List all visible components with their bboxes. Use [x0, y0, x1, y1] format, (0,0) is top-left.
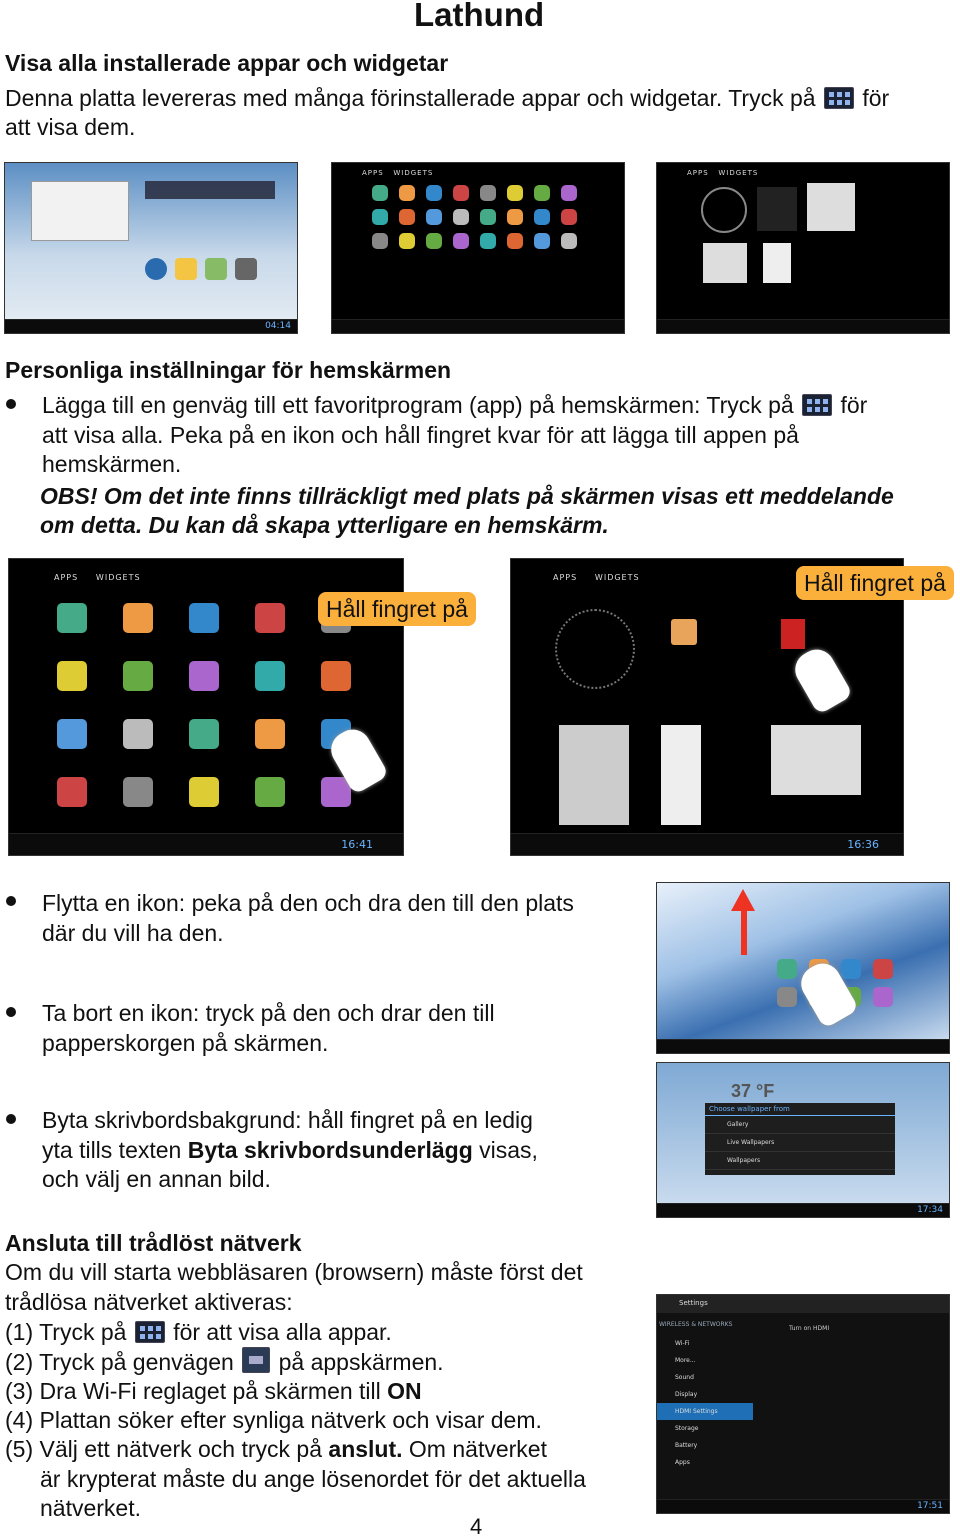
clock: 16:41 — [341, 838, 373, 851]
settings-item[interactable]: HDMI Settings — [657, 1403, 753, 1420]
clock: 16:36 — [847, 838, 879, 851]
clock: 17:51 — [917, 1501, 943, 1511]
bullet1-text-post: för — [840, 392, 868, 418]
settings-shortcut-icon — [242, 1347, 270, 1373]
app-icon — [57, 719, 87, 749]
step1-text-pre: (1) Tryck på — [5, 1319, 127, 1345]
settings-header — [657, 1295, 950, 1313]
settings-screenshot — [656, 1294, 950, 1514]
section1-text-line1 — [5, 83, 889, 113]
app-icon — [453, 233, 469, 249]
arrow-up-icon — [731, 889, 755, 911]
bullet4-text-post: visas, — [472, 1137, 538, 1163]
finger-hand — [789, 643, 854, 715]
navigation-bar — [657, 319, 949, 333]
app-icon — [507, 233, 523, 249]
bullet4-text-pre: yta tills texten — [42, 1137, 188, 1163]
bullet — [6, 399, 16, 409]
wallpaper-chooser-screenshot — [656, 1062, 950, 1218]
bullet1-line1 — [42, 390, 867, 420]
app-icon — [57, 661, 87, 691]
page-number: 4 — [470, 1514, 483, 1539]
bookmarks-widget — [559, 725, 629, 825]
bullet — [6, 1114, 16, 1124]
app-icon — [426, 185, 442, 201]
app-icon — [561, 185, 577, 201]
app-icon — [255, 603, 285, 633]
step2-text-post: på appskärmen. — [278, 1349, 444, 1375]
navigation-bar — [511, 833, 903, 855]
calendar-widget — [763, 243, 791, 283]
tab-widgets: WIDGETS — [393, 169, 434, 177]
dialog-title: Choose wallpaper from — [705, 1103, 895, 1116]
navigation-bar — [5, 319, 297, 333]
step1-text-post: för att visa alla appar. — [173, 1319, 392, 1345]
settings-item[interactable]: More... — [675, 1357, 696, 1364]
app-icon — [426, 233, 442, 249]
quick-settings-widget — [145, 181, 275, 199]
bullet3-line1: Ta bort en ikon: tryck på den och drar den till — [42, 1000, 495, 1026]
app-drawer-icon — [824, 87, 854, 109]
app-icon — [321, 661, 351, 691]
app-icon — [777, 987, 797, 1007]
bookmarks-widget — [703, 243, 747, 283]
step4: (4) Plattan söker efter synliga nätverk och visar dem. — [5, 1407, 542, 1433]
app-icon — [189, 719, 219, 749]
wallpaper-dialog — [705, 1103, 895, 1175]
app-drawer-icon — [802, 394, 832, 416]
navigation-bar — [657, 1499, 949, 1513]
navigation-bar — [332, 319, 624, 333]
bullet — [6, 1007, 16, 1017]
obs-note-line2: om detta. Du kan då skapa ytterligare en hemskärm. — [40, 512, 609, 538]
settings-icon — [235, 258, 257, 280]
settings-option: Turn on HDMI — [789, 1325, 830, 1332]
widgets-hold-screenshot — [510, 558, 904, 856]
wallpaper-option[interactable]: Wallpapers — [705, 1152, 895, 1170]
app-icon — [453, 185, 469, 201]
settings-list — [657, 1335, 753, 1471]
step2 — [5, 1347, 444, 1377]
app-icon — [189, 777, 219, 807]
bullet2-line2: där du vill ha den. — [42, 920, 224, 946]
google-widget — [31, 181, 129, 241]
obs-text: Om det inte finns tillräckligt med plats på skärmen visas ett meddelande — [97, 483, 894, 509]
section1-heading: Visa alla installerade appar och widgetar — [5, 50, 449, 76]
page-title: Lathund — [414, 0, 545, 33]
bullet2-line1: Flytta en ikon: peka på den och dra den till den plats — [42, 890, 574, 916]
settings-item[interactable]: Apps — [675, 1459, 690, 1466]
app-icon — [57, 777, 87, 807]
wallpaper-options — [705, 1116, 895, 1170]
bullet1-line2: att visa alla. Peka på en ikon och håll fingret kvar för att lägga till appen på — [42, 422, 799, 448]
settings-item[interactable]: Sound — [675, 1374, 694, 1381]
email-widget — [807, 183, 855, 231]
obs-note-line1 — [40, 481, 894, 511]
app-icon — [841, 959, 861, 979]
settings-title: Settings — [679, 1299, 708, 1307]
bullet4-text-bold: Byta skrivbordsunderlägg — [187, 1137, 473, 1163]
bullet3-line2: papperskorgen på skärmen. — [42, 1030, 329, 1056]
widgets-screenshot — [656, 162, 950, 334]
move-icon-screenshot — [656, 882, 950, 1054]
clock: 17:34 — [917, 1205, 943, 1215]
bullet4-line2 — [42, 1135, 538, 1165]
tab-widgets: WIDGETS — [95, 573, 141, 582]
app-icon — [399, 209, 415, 225]
gallery-icon — [205, 258, 227, 280]
app-drawer-icon — [135, 1321, 165, 1343]
widgets-tabs — [687, 169, 758, 177]
obs-label: OBS! — [40, 483, 98, 509]
app-icon — [189, 661, 219, 691]
tab-apps: APPS — [687, 169, 709, 177]
email-icon — [175, 258, 197, 280]
tab-apps: APPS — [54, 573, 79, 582]
settings-item[interactable]: Wi-Fi — [675, 1340, 690, 1347]
app-icon — [507, 209, 523, 225]
app-icon — [534, 185, 550, 201]
app-icon — [561, 209, 577, 225]
clock: 04:14 — [265, 321, 291, 331]
section1-text-post: för — [862, 85, 890, 111]
bullet4-line3: och välj en annan bild. — [42, 1166, 271, 1192]
app-icon — [189, 603, 219, 633]
app-icon — [123, 603, 153, 633]
section3-line2: trådlösa nätverket aktiveras: — [5, 1289, 293, 1315]
apps-tabs — [54, 573, 141, 582]
app-icon — [873, 987, 893, 1007]
homescreen-screenshot — [4, 162, 298, 334]
tab-apps: APPS — [362, 169, 384, 177]
tab-apps: APPS — [553, 573, 578, 582]
section1-text-line2: att visa dem. — [5, 114, 136, 140]
wallpaper-option[interactable]: Live Wallpapers — [705, 1134, 895, 1152]
email-widget — [771, 725, 861, 795]
section2-heading: Personliga inställningar för hemskärmen — [5, 357, 452, 383]
app-icon — [372, 209, 388, 225]
weather-widget: 37 °F — [731, 1081, 775, 1101]
step2-text-pre: (2) Tryck på genvägen — [5, 1349, 234, 1375]
bullet4-line1: Byta skrivbordsbakgrund: håll fingret på en ledig — [42, 1107, 533, 1133]
app-icon — [123, 661, 153, 691]
step3-text-bold: ON — [387, 1378, 422, 1404]
app-icon — [399, 233, 415, 249]
app-icon — [534, 209, 550, 225]
arrow-stem — [741, 909, 747, 955]
bookmark-icon — [781, 619, 805, 649]
analog-clock-widget — [701, 187, 747, 233]
tab-widgets: WIDGETS — [594, 573, 640, 582]
app-icon — [426, 209, 442, 225]
app-icon — [480, 185, 496, 201]
folder-icon — [671, 619, 697, 645]
app-icon — [123, 719, 153, 749]
calendar-widget — [661, 725, 701, 825]
hold-finger-callout-left: Håll fingret på — [318, 592, 476, 626]
apps-grid — [372, 185, 587, 249]
apps-tabs — [362, 169, 433, 177]
wallpaper-option[interactable]: Gallery — [705, 1116, 895, 1134]
step1 — [5, 1317, 392, 1347]
navigation-bar — [657, 1203, 949, 1217]
settings-item[interactable]: Display — [675, 1391, 698, 1398]
app-icon — [123, 777, 153, 807]
apps-grid — [57, 603, 387, 807]
bullet1-line3: hemskärmen. — [42, 451, 182, 477]
step3-text: (3) Dra Wi-Fi reglaget på skärmen till — [5, 1378, 388, 1404]
app-icon — [57, 603, 87, 633]
tab-widgets: WIDGETS — [718, 169, 759, 177]
widgets-tabs — [553, 573, 640, 582]
app-icon — [480, 233, 496, 249]
app-icon — [453, 209, 469, 225]
settings-section-label: WIRELESS & NETWORKS — [659, 1321, 733, 1328]
step5-line2: är krypterat måste du ange lösenordet för det aktuella — [40, 1466, 586, 1492]
step5-text-post: Om nätverket — [402, 1436, 547, 1462]
app-icon — [534, 233, 550, 249]
navigation-bar — [657, 1039, 949, 1053]
settings-item[interactable]: Battery — [675, 1442, 698, 1449]
bullet1-text-pre: Lägga till en genväg till ett favoritprogram (app) på hemskärmen: Tryck på — [42, 392, 794, 418]
apps-screenshot — [331, 162, 625, 334]
app-icon — [372, 185, 388, 201]
app-icon — [480, 209, 496, 225]
app-icon — [873, 959, 893, 979]
app-icon — [561, 233, 577, 249]
step5-text-bold: anslut. — [328, 1436, 403, 1462]
app-icon — [507, 185, 523, 201]
app-icon — [399, 185, 415, 201]
section3-line1: Om du vill starta webbläsaren (browsern) måste först det — [5, 1259, 583, 1285]
app-icon — [372, 233, 388, 249]
app-icon — [777, 959, 797, 979]
browser-icon — [145, 258, 167, 280]
app-icon — [255, 719, 285, 749]
navigation-bar — [9, 833, 403, 855]
settings-item[interactable]: Storage — [675, 1425, 699, 1432]
step5 — [5, 1434, 547, 1464]
app-icon — [255, 661, 285, 691]
step5-text: (5) Välj ett nätverk och tryck på — [5, 1436, 329, 1462]
section1-text-pre: Denna platta levereras med många förinstallerade appar och widgetar. Tryck på — [5, 85, 816, 111]
bookmark-widget — [757, 187, 797, 231]
app-icon — [255, 777, 285, 807]
step3 — [5, 1376, 422, 1406]
bullet — [6, 896, 16, 906]
hold-finger-callout-right: Håll fingret på — [796, 566, 954, 600]
step5-line3: nätverket. — [40, 1495, 141, 1521]
analog-clock-widget — [555, 609, 635, 689]
section3-heading: Ansluta till trådlöst nätverk — [5, 1230, 302, 1256]
